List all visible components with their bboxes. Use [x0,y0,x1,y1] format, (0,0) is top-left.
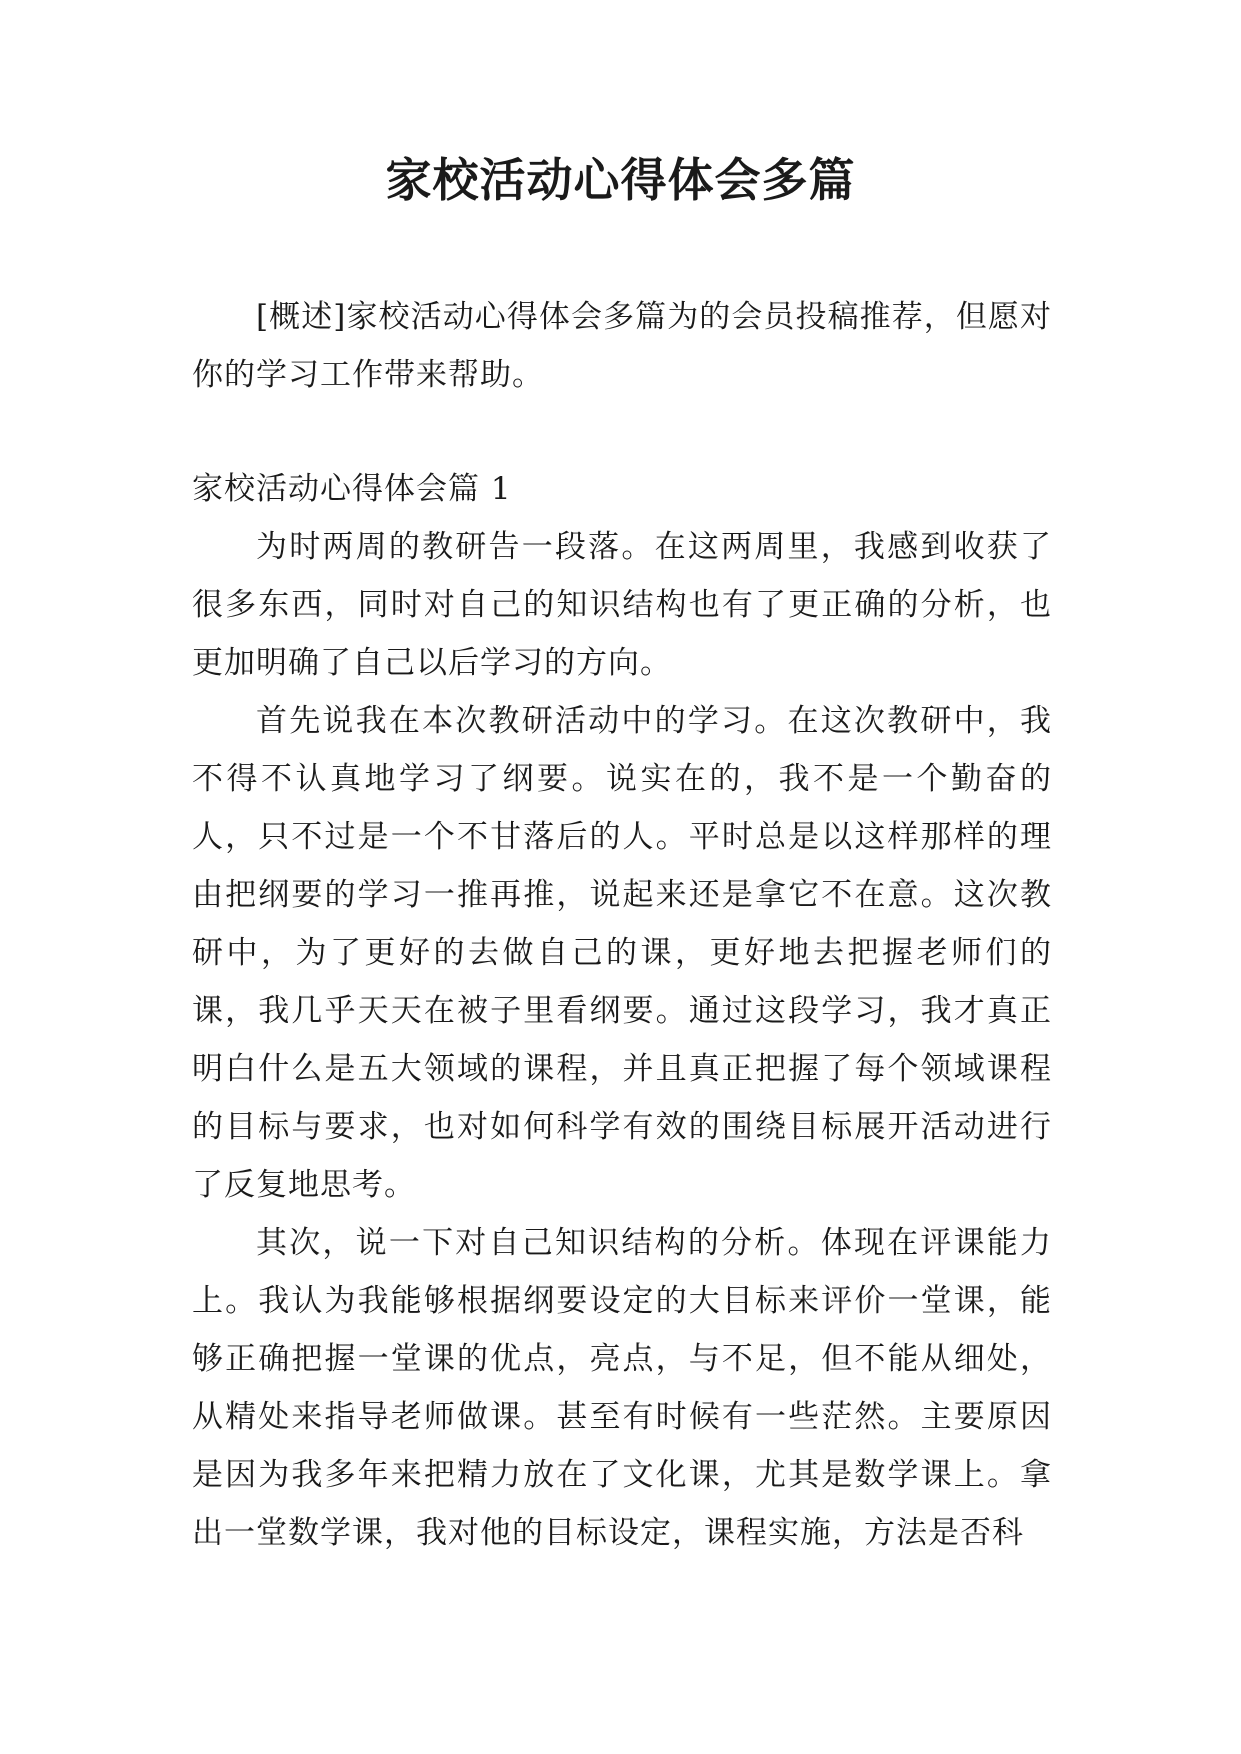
document-body [192,288,1052,1562]
summary-paragraph: [概述]家校活动心得体会多篇为的会员投稿推荐，但愿对你的学习工作带来帮助。 [192,299,1052,393]
body-paragraph-3: 其次，说一下对自己知识结构的分析。体现在评课能力上。我认为我能够根据纲要设定的大目标来评价一堂课，能够正确把握一堂课的优点，亮点，与不足，但不能从细处，从精处来指导老师做课。甚至有时候有一些茫然。主要原因是因为我多年来把精力放在了文化课，尤其是数学课上。拿出一堂数学课，我对他的目标设定，课程实施，方法是否科 [192,1225,1052,1551]
body-paragraph-1: 为时两周的教研告一段落。在这两周里，我感到收获了很多东西，同时对自己的知识结构也有了更正确的分析，也更加明确了自己以后学习的方向。 [192,529,1052,681]
body-paragraph-2: 首先说我在本次教研活动中的学习。在这次教研中，我不得不认真地学习了纲要。说实在的，我不是一个勤奋的人，只不过是一个不甘落后的人。平时总是以这样那样的理由把纲要的学习一推再推，说起来还是拿它不在意。这次教研中，为了更好的去做自己的课，更好地去把握老师们的课，我几乎天天在被子里看纲要。通过这段学习，我才真正明白什么是五大领域的课程，并且真正把握了每个领域课程的目标与要求，也对如何科学有效的围绕目标展开活动进行了反复地思考。 [192,703,1052,1203]
document-title: 家校活动心得体会多篇 [385,153,856,207]
section-heading: 家校活动心得体会篇 1 [192,471,512,507]
